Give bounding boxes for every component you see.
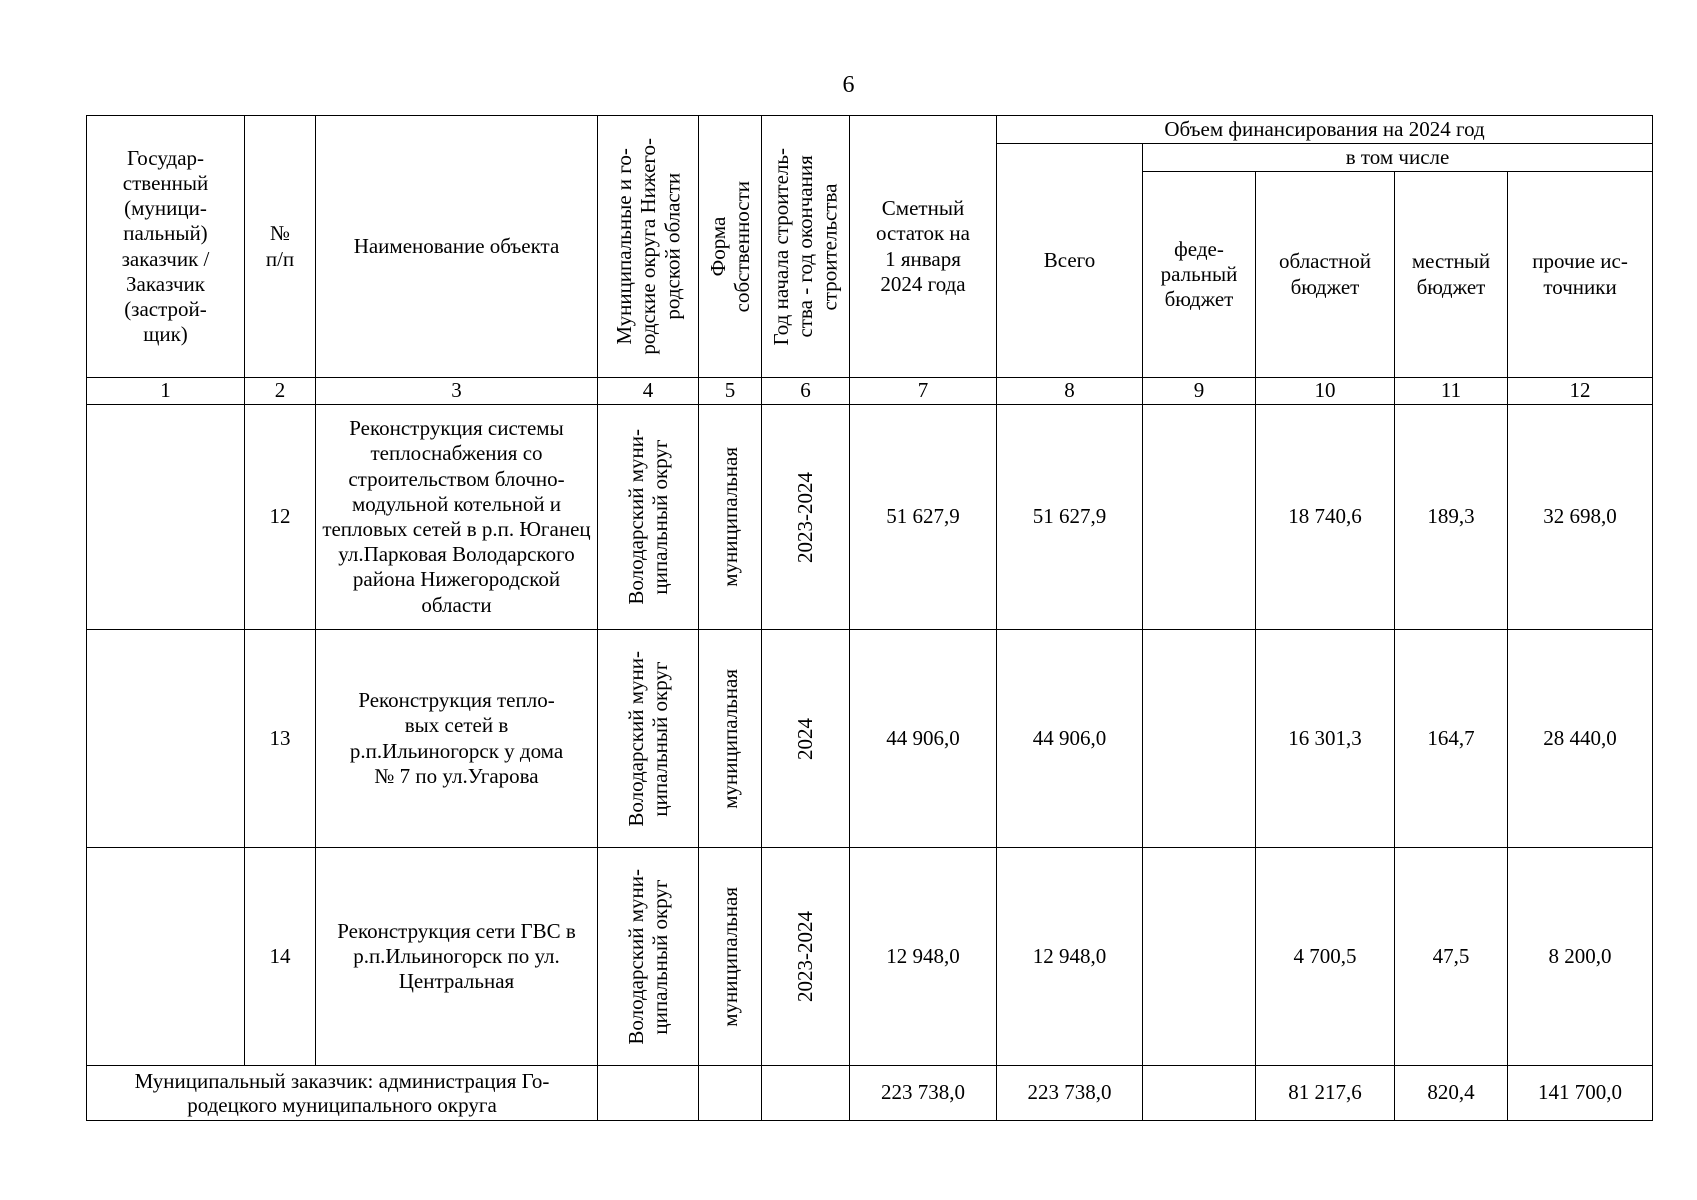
header-total: Всего [997,144,1143,378]
row-ownership [699,405,762,630]
row-other: 32 698,0 [1508,405,1653,630]
row-years-label: 2024 [793,717,818,760]
row-regional: 18 740,6 [1256,405,1395,630]
column-number: 4 [598,378,699,405]
row-municipality [598,405,699,630]
column-number: 11 [1395,378,1508,405]
total-row-remaining: 223 738,0 [850,1066,997,1121]
header-municipality-label: Муниципальные и го- родские округа Нижего- родской области [611,138,685,355]
row-years [762,848,850,1066]
row-customer [87,848,245,1066]
row-remaining: 44 906,0 [850,630,997,848]
row-remaining: 12 948,0 [850,848,997,1066]
row-other: 28 440,0 [1508,630,1653,848]
row-customer [87,630,245,848]
total-row-empty [598,1066,699,1121]
header-years-label: Год начала строитель- ства - год окончания строительства [769,147,842,346]
total-row-total: 223 738,0 [997,1066,1143,1121]
total-row [87,1066,1653,1121]
total-row-empty [762,1066,850,1121]
header-municipality [598,116,699,378]
row-total: 44 906,0 [997,630,1143,848]
total-row-regional: 81 217,6 [1256,1066,1395,1121]
column-number: 5 [699,378,762,405]
header-row [87,116,1653,144]
total-row-other: 141 700,0 [1508,1066,1653,1121]
table-row [87,405,1653,630]
row-municipality-label: Володарский муни- ципальный округ [623,429,672,605]
row-object-name: Реконструкция системы теплоснабжения со строительством блочно-модульной котельной и тепловых сетей в р.п. Юганец ул.Парковая Володарского района Нижегородской области [316,405,598,630]
column-number: 3 [316,378,598,405]
column-number: 8 [997,378,1143,405]
header-including: в том числе [1143,144,1653,172]
row-local: 164,7 [1395,630,1508,848]
row-years [762,630,850,848]
row-local: 47,5 [1395,848,1508,1066]
row-municipality [598,848,699,1066]
header-regional: областной бюджет [1256,172,1395,378]
row-ownership-label: муниципальная [717,886,742,1027]
column-number: 6 [762,378,850,405]
row-municipality-label: Володарский муни- ципальный округ [623,868,672,1045]
row-number: 14 [245,848,316,1066]
row-regional: 4 700,5 [1256,848,1395,1066]
row-ownership-label: муниципальная [717,447,742,587]
header-local: местный бюджет [1395,172,1508,378]
header-ownership [699,116,762,378]
row-federal [1143,405,1256,630]
row-local: 189,3 [1395,405,1508,630]
header-customer: Государ- ственный (муници- пальный) заказчик / Заказчик (застрой- щик) [87,116,245,378]
table-row [87,848,1653,1066]
column-number: 10 [1256,378,1395,405]
row-years [762,405,850,630]
total-row-label: Муниципальный заказчик: администрация Го- родецкого муниципального округа [87,1066,598,1121]
header-object-name: Наименование объекта [316,116,598,378]
row-municipality-label: Володарский муни- ципальный округ [623,650,672,827]
column-number: 1 [87,378,245,405]
column-number: 2 [245,378,316,405]
header-other: прочие ис- точники [1508,172,1653,378]
row-federal [1143,848,1256,1066]
row-number: 13 [245,630,316,848]
table-row [87,630,1653,848]
row-municipality [598,630,699,848]
row-customer [87,405,245,630]
header-federal: феде- ральный бюджет [1143,172,1256,378]
column-number: 9 [1143,378,1256,405]
column-numbers-row [87,378,1653,405]
row-ownership [699,630,762,848]
row-federal [1143,630,1256,848]
header-number: № п/п [245,116,316,378]
header-financing: Объем финансирования на 2024 год [997,116,1653,144]
row-total: 12 948,0 [997,848,1143,1066]
row-years-label: 2023-2024 [793,471,818,563]
header-ownership-label: Форма собственности [705,180,754,313]
header-years [762,116,850,378]
row-object-name: Реконструкция тепло- вых сетей в р.п.Ильиногорск у дома № 7 по ул.Угарова [316,630,598,848]
column-number: 12 [1508,378,1653,405]
row-object-name: Реконструкция сети ГВС в р.п.Ильиногорск по ул. Центральная [316,848,598,1066]
row-ownership [699,848,762,1066]
row-other: 8 200,0 [1508,848,1653,1066]
total-row-local: 820,4 [1395,1066,1508,1121]
column-number: 7 [850,378,997,405]
row-years-label: 2023-2024 [793,911,818,1002]
financing-table [86,115,1653,1121]
row-number: 12 [245,405,316,630]
page-number: 6 [842,72,855,98]
row-remaining: 51 627,9 [850,405,997,630]
row-regional: 16 301,3 [1256,630,1395,848]
total-row-empty [699,1066,762,1121]
total-row-federal [1143,1066,1256,1121]
row-ownership-label: муниципальная [717,668,742,809]
header-remaining: Сметный остаток на 1 января 2024 года [850,116,997,378]
row-total: 51 627,9 [997,405,1143,630]
